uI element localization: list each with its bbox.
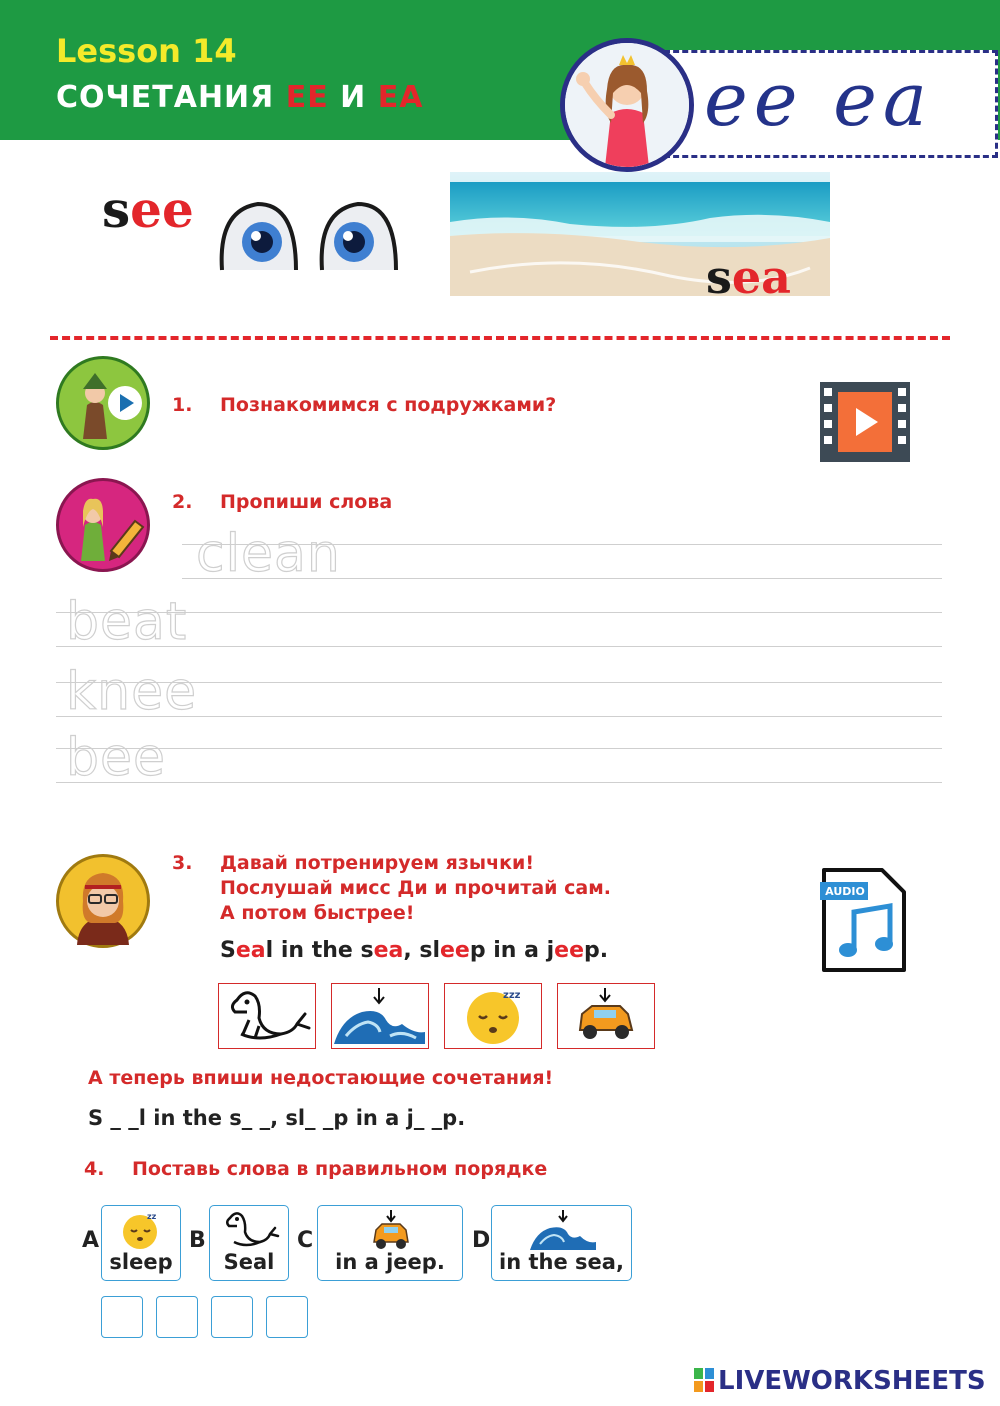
option-b-letter: B [189,1228,206,1253]
see-s: s [102,180,131,239]
footer-brand [694,1366,986,1396]
task3-number: 3. [172,852,193,874]
task1-title [172,394,556,416]
tw-s1: S [220,938,236,963]
tw-s7: p in a j [469,938,555,963]
fill-in-sentence: S _ _l in the s_ _, sl_ _p in a j_ _p. [88,1106,466,1130]
task3-line-3: А потом быстрее! [220,902,415,924]
task4-number: 4. [84,1158,105,1180]
task3-badge [56,854,150,948]
task2-title [172,491,392,513]
tw-s8: ee [554,938,585,963]
jeep-icon [366,1208,416,1252]
subtitle-prefix: СОЧЕТАНИЯ [56,80,286,115]
seal-icon [219,984,314,1047]
trace-word-beat[interactable]: beat [66,592,188,652]
fairy-play-icon [59,359,147,447]
option-a-card[interactable] [101,1205,181,1281]
task1-badge [56,356,150,450]
eyes-picture [218,200,400,274]
option-a-text: sleep [109,1250,173,1274]
liveworksheets-logo-icon [694,1368,714,1392]
task2-number: 2. [172,491,193,513]
sea-ea: ea [731,250,791,304]
sea-s: s [706,250,732,304]
tw-s3: l in the s [265,938,374,963]
trace-word-bee[interactable]: bee [66,728,166,788]
tw-s9: p. [584,938,609,963]
task3-line-1: Давай потренируем язычки! [220,852,534,874]
tw-s5: , sl [403,938,440,963]
option-d-text: in the sea, [499,1250,624,1274]
svg-text:zzz: zzz [503,990,521,1001]
subtitle-mid: И [328,80,378,115]
see-ee: ee [130,180,194,239]
task2-badge [56,478,150,572]
footer-brand-text: LIVEWORKSHEETS [718,1366,986,1396]
dashed-divider [50,336,950,340]
task4-text: Поставь слова в правильном порядке [132,1158,548,1180]
sleeping-face-icon [120,1210,164,1250]
lesson-subtitle [56,80,423,115]
subtitle-ea: EA [377,80,424,115]
fairy-pencil-icon [59,481,147,569]
audio-label: AUDIO [825,885,865,898]
tw-s2: ea [235,938,266,963]
task2-text: Пропиши слова [220,491,393,513]
tw-s6: ee [440,938,470,963]
writing-line-4-bottom [56,782,942,783]
option-c-text: in a jeep. [335,1250,445,1274]
answer-box-2[interactable] [156,1296,198,1338]
jeep-picture-box [557,983,655,1049]
option-d-card[interactable] [491,1205,632,1281]
writing-line-2-bottom [56,646,942,647]
wave-icon [332,984,427,1047]
option-b-text: Seal [223,1250,275,1274]
trace-word-knee[interactable]: knee [66,662,198,722]
option-d-letter: D [472,1228,491,1253]
cursive-letters: ee ea [704,57,934,143]
writing-line-4-top [56,748,942,749]
option-c-letter: C [297,1228,314,1253]
video-play-icon[interactable] [820,382,910,462]
option-a-letter: A [82,1228,100,1253]
fill-title: А теперь впиши недостающие сочетания! [88,1067,554,1089]
answer-box-3[interactable] [211,1296,253,1338]
option-b-card[interactable] [209,1205,289,1281]
answer-box-4[interactable] [266,1296,308,1338]
task3-line-2: Послушай мисс Ди и прочитай сам. [220,877,611,899]
tw-s4: ea [373,938,404,963]
option-c-card[interactable] [317,1205,463,1281]
subtitle-ee: EE [285,80,329,115]
girl-avatar [560,38,694,172]
jeep-icon [558,984,653,1047]
task1-number: 1. [172,394,193,416]
seal-icon [220,1208,280,1252]
sleep-picture-box [444,983,542,1049]
answer-box-1[interactable] [101,1296,143,1338]
audio-file-button[interactable] [820,866,908,974]
miss-d-icon [59,857,147,945]
trace-word-clean[interactable]: clean [196,524,341,584]
lesson-title: Lesson 14 [56,32,237,70]
sleeping-face-icon [445,984,540,1047]
wave-picture-box [331,983,429,1049]
girl-avatar-picture [565,43,689,167]
writing-line-2-top [56,612,942,613]
music-note-icon [820,866,908,974]
wave-icon [528,1208,598,1252]
cursive-letters-box [664,50,998,158]
seal-picture-box [218,983,316,1049]
word-sea [706,250,791,304]
svg-text:zz: zz [147,1212,157,1221]
task4-title [84,1158,547,1180]
task1-text: Познакомимся с подружками? [220,394,557,416]
tongue-twister [220,938,608,963]
word-see [102,180,194,239]
